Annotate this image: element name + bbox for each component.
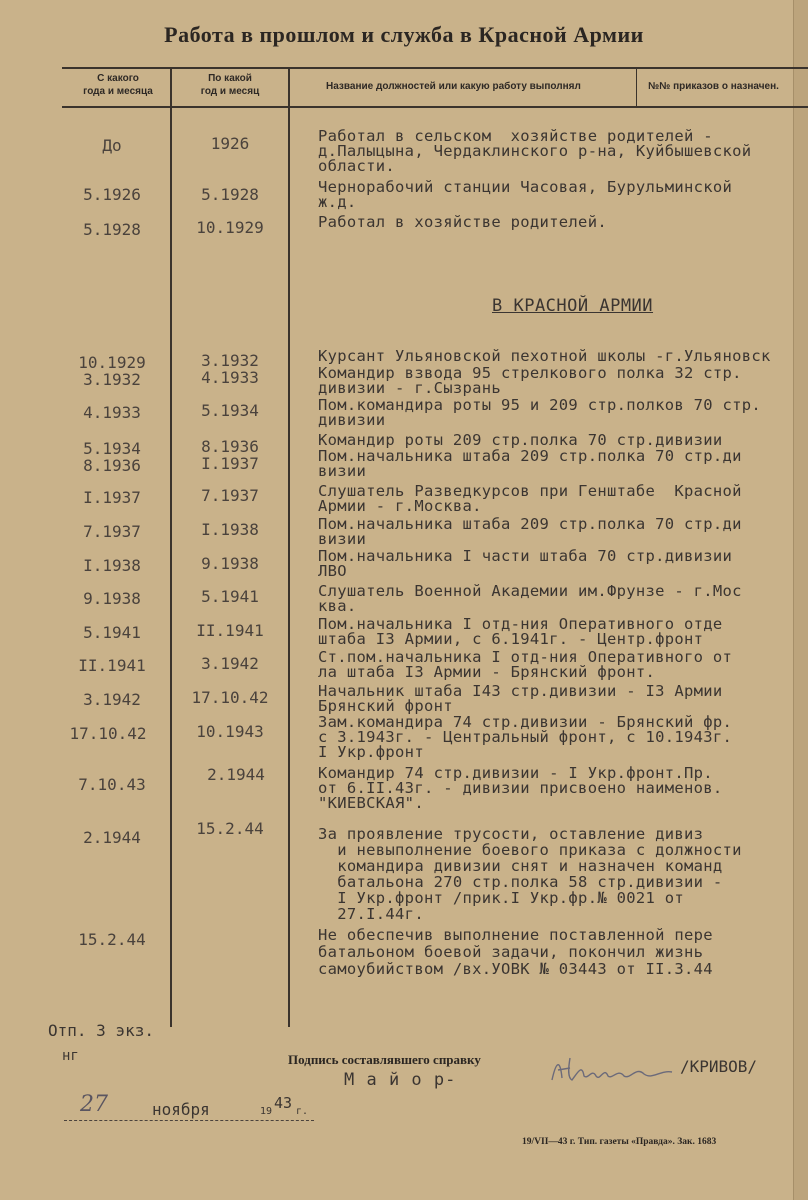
entry-text: Начальник штаба I43 стр.дивизии - I3 Армии Брянский фронт bbox=[318, 684, 723, 714]
entry-to: 7.1937 bbox=[201, 486, 259, 505]
date-line bbox=[60, 1090, 320, 1130]
entry-to: I.1938 bbox=[201, 520, 259, 539]
header-bottom-rule bbox=[62, 106, 808, 108]
entry-from: 9.1938 bbox=[83, 589, 141, 608]
signature bbox=[548, 1050, 678, 1094]
column-divider-1 bbox=[170, 67, 172, 1027]
entry-to: 5.1934 bbox=[201, 401, 259, 420]
signature-scribble-icon bbox=[548, 1050, 678, 1090]
entry-from: 5.1934 bbox=[83, 439, 141, 458]
header-orders: №№ приказов о назначен. bbox=[648, 81, 779, 92]
entry-from: 5.1928 bbox=[83, 220, 141, 239]
entry-text: Слушатель Разведкурсов при Генштабе Красной Армии - г.Москва. bbox=[318, 484, 742, 514]
entry-to: 10.1943 bbox=[196, 722, 264, 741]
entry-from: 10.1929 bbox=[78, 353, 146, 372]
column-divider-3 bbox=[636, 67, 637, 107]
header-position: Название должностей или какую работу выполнял bbox=[326, 81, 581, 92]
entry-to: 5.1928 bbox=[201, 185, 259, 204]
entry-to: II.1941 bbox=[196, 621, 264, 640]
entry-to: 1926 bbox=[210, 134, 250, 153]
entry-from: 3.1932 bbox=[83, 370, 141, 389]
header-to: По какой год и месяц bbox=[200, 73, 260, 97]
entry-to: 17.10.42 bbox=[191, 688, 269, 707]
date-year-suffix: 43 bbox=[274, 1094, 293, 1112]
entry-from: 17.10.42 bbox=[69, 724, 147, 743]
entry-text: Слушатель Военной Академии им.Фрунзе - г.Мос ква. bbox=[318, 584, 742, 614]
entry-text: Командир взвода 95 стрелкового полка 32 стр. дивизии - г.Сызрань bbox=[318, 366, 742, 396]
entry-text: Командир 74 стр.дивизии - I Укр.фронт.Пр. от 6.II.43г. - дивизии присвоено наименов. "КИЕВСКАЯ". bbox=[318, 766, 723, 811]
entry-text: Пом.командира роты 95 и 209 стр.полков 70 стр. дивизии bbox=[318, 398, 762, 428]
date-underline bbox=[64, 1120, 314, 1121]
entry-text: Чернорабочий станции Часовая, Бурульминской ж.д. bbox=[318, 180, 733, 210]
entry-text: Не обеспечив выполнение поставленной пере батальоном боевой задачи, покончил жизнь самоубийством /вх.УОВК № 03443 от II.3.44 bbox=[318, 927, 713, 978]
entry-from: 15.2.44 bbox=[78, 930, 146, 949]
entry-text: Зам.командира 74 стр.дивизии - Брянский фр. с 3.1943г. - Центральный фронт, с 10.1943г. I Укр.фронт bbox=[318, 715, 733, 760]
entry-from: 4.1933 bbox=[83, 403, 141, 422]
entry-to: 2.1944 bbox=[207, 765, 265, 784]
entry-text: Командир роты 209 стр.полка 70 стр.дивизии bbox=[318, 433, 723, 448]
signer-name: /КРИВОВ/ bbox=[680, 1057, 758, 1076]
entry-to: 5.1941 bbox=[201, 587, 259, 606]
entry-text: Работал в хозяйстве родителей. bbox=[318, 215, 607, 230]
entry-from: До bbox=[102, 136, 122, 155]
date-year-unit: г. bbox=[296, 1106, 309, 1117]
entry-text: За проявление трусости, оставление дивиз и невыполнение боевого приказа с должности командира дивизии снят и назначен команд батальона 270 стр.полка 58 стр.дивизии - I Укр.фронт /прик.I Укр.фр.№ 0021 от 27.I.44г. bbox=[318, 826, 742, 922]
entry-from: 5.1926 bbox=[83, 185, 141, 204]
entry-to: I.1937 bbox=[201, 454, 259, 473]
signature-label: Подпись составлявшего справку bbox=[288, 1052, 481, 1067]
column-divider-2 bbox=[288, 67, 290, 1027]
entry-to: 3.1932 bbox=[201, 351, 259, 370]
signer-rank: М а й о р- bbox=[344, 1070, 457, 1090]
entry-from: I.1937 bbox=[83, 488, 141, 507]
entry-text: Ст.пом.начальника I отд-ния Оперативного от ла штаба I3 Армии - Брянский фронт. bbox=[318, 650, 733, 680]
entry-from: 5.1941 bbox=[83, 623, 141, 642]
entry-text: Работал в сельском хозяйстве родителей - д.Палыцына, Чердаклинского р-на, Куйбышевской области. bbox=[318, 129, 752, 174]
entry-text: Пом.начальника штаба 209 стр.полка 70 стр.ди визии bbox=[318, 449, 742, 479]
entry-text: Пом.начальника I отд-ния Оперативного отде штаба I3 Армии, с 6.1941г. - Центр.фронт bbox=[318, 617, 723, 647]
entry-text: Пом.начальника штаба 209 стр.полка 70 стр.ди визии bbox=[318, 517, 742, 547]
entry-from: 7.1937 bbox=[83, 522, 141, 541]
entry-from: 7.10.43 bbox=[78, 775, 146, 794]
date-month: ноября bbox=[152, 1100, 210, 1119]
entry-from: II.1941 bbox=[78, 656, 146, 675]
entry-text: Курсант Ульяновской пехотной школы -г.Ульяновск bbox=[318, 349, 771, 364]
entry-text: Пом.начальника I части штаба 70 стр.дивизии ЛВО bbox=[318, 549, 733, 579]
page-title: Работа в прошлом и служба в Красной Армии bbox=[164, 22, 644, 47]
typist-initials: нг bbox=[62, 1048, 79, 1064]
entry-to: 15.2.44 bbox=[196, 819, 264, 838]
entry-to: 9.1938 bbox=[201, 554, 259, 573]
entry-to: 4.1933 bbox=[201, 368, 259, 387]
entry-to: 10.1929 bbox=[196, 218, 264, 237]
section-title: В КРАСНОЙ АРМИИ bbox=[492, 296, 654, 316]
date-day: 27 bbox=[80, 1092, 108, 1117]
date-year-prefix: 19 bbox=[260, 1106, 273, 1117]
printer-imprint: 19/VII—43 г. Тип. газеты «Правда». Зак. 1683 bbox=[522, 1137, 717, 1147]
header-from: С какого года и месяца bbox=[83, 73, 153, 97]
entry-from: I.1938 bbox=[83, 556, 141, 575]
copies-note: Отп. 3 экз. bbox=[48, 1021, 154, 1040]
entry-to: 3.1942 bbox=[201, 654, 259, 673]
table-top-rule bbox=[62, 67, 808, 69]
entry-from: 2.1944 bbox=[83, 828, 141, 847]
entry-to: 8.1936 bbox=[201, 437, 259, 456]
entry-from: 3.1942 bbox=[83, 690, 141, 709]
entry-from: 8.1936 bbox=[83, 456, 141, 475]
